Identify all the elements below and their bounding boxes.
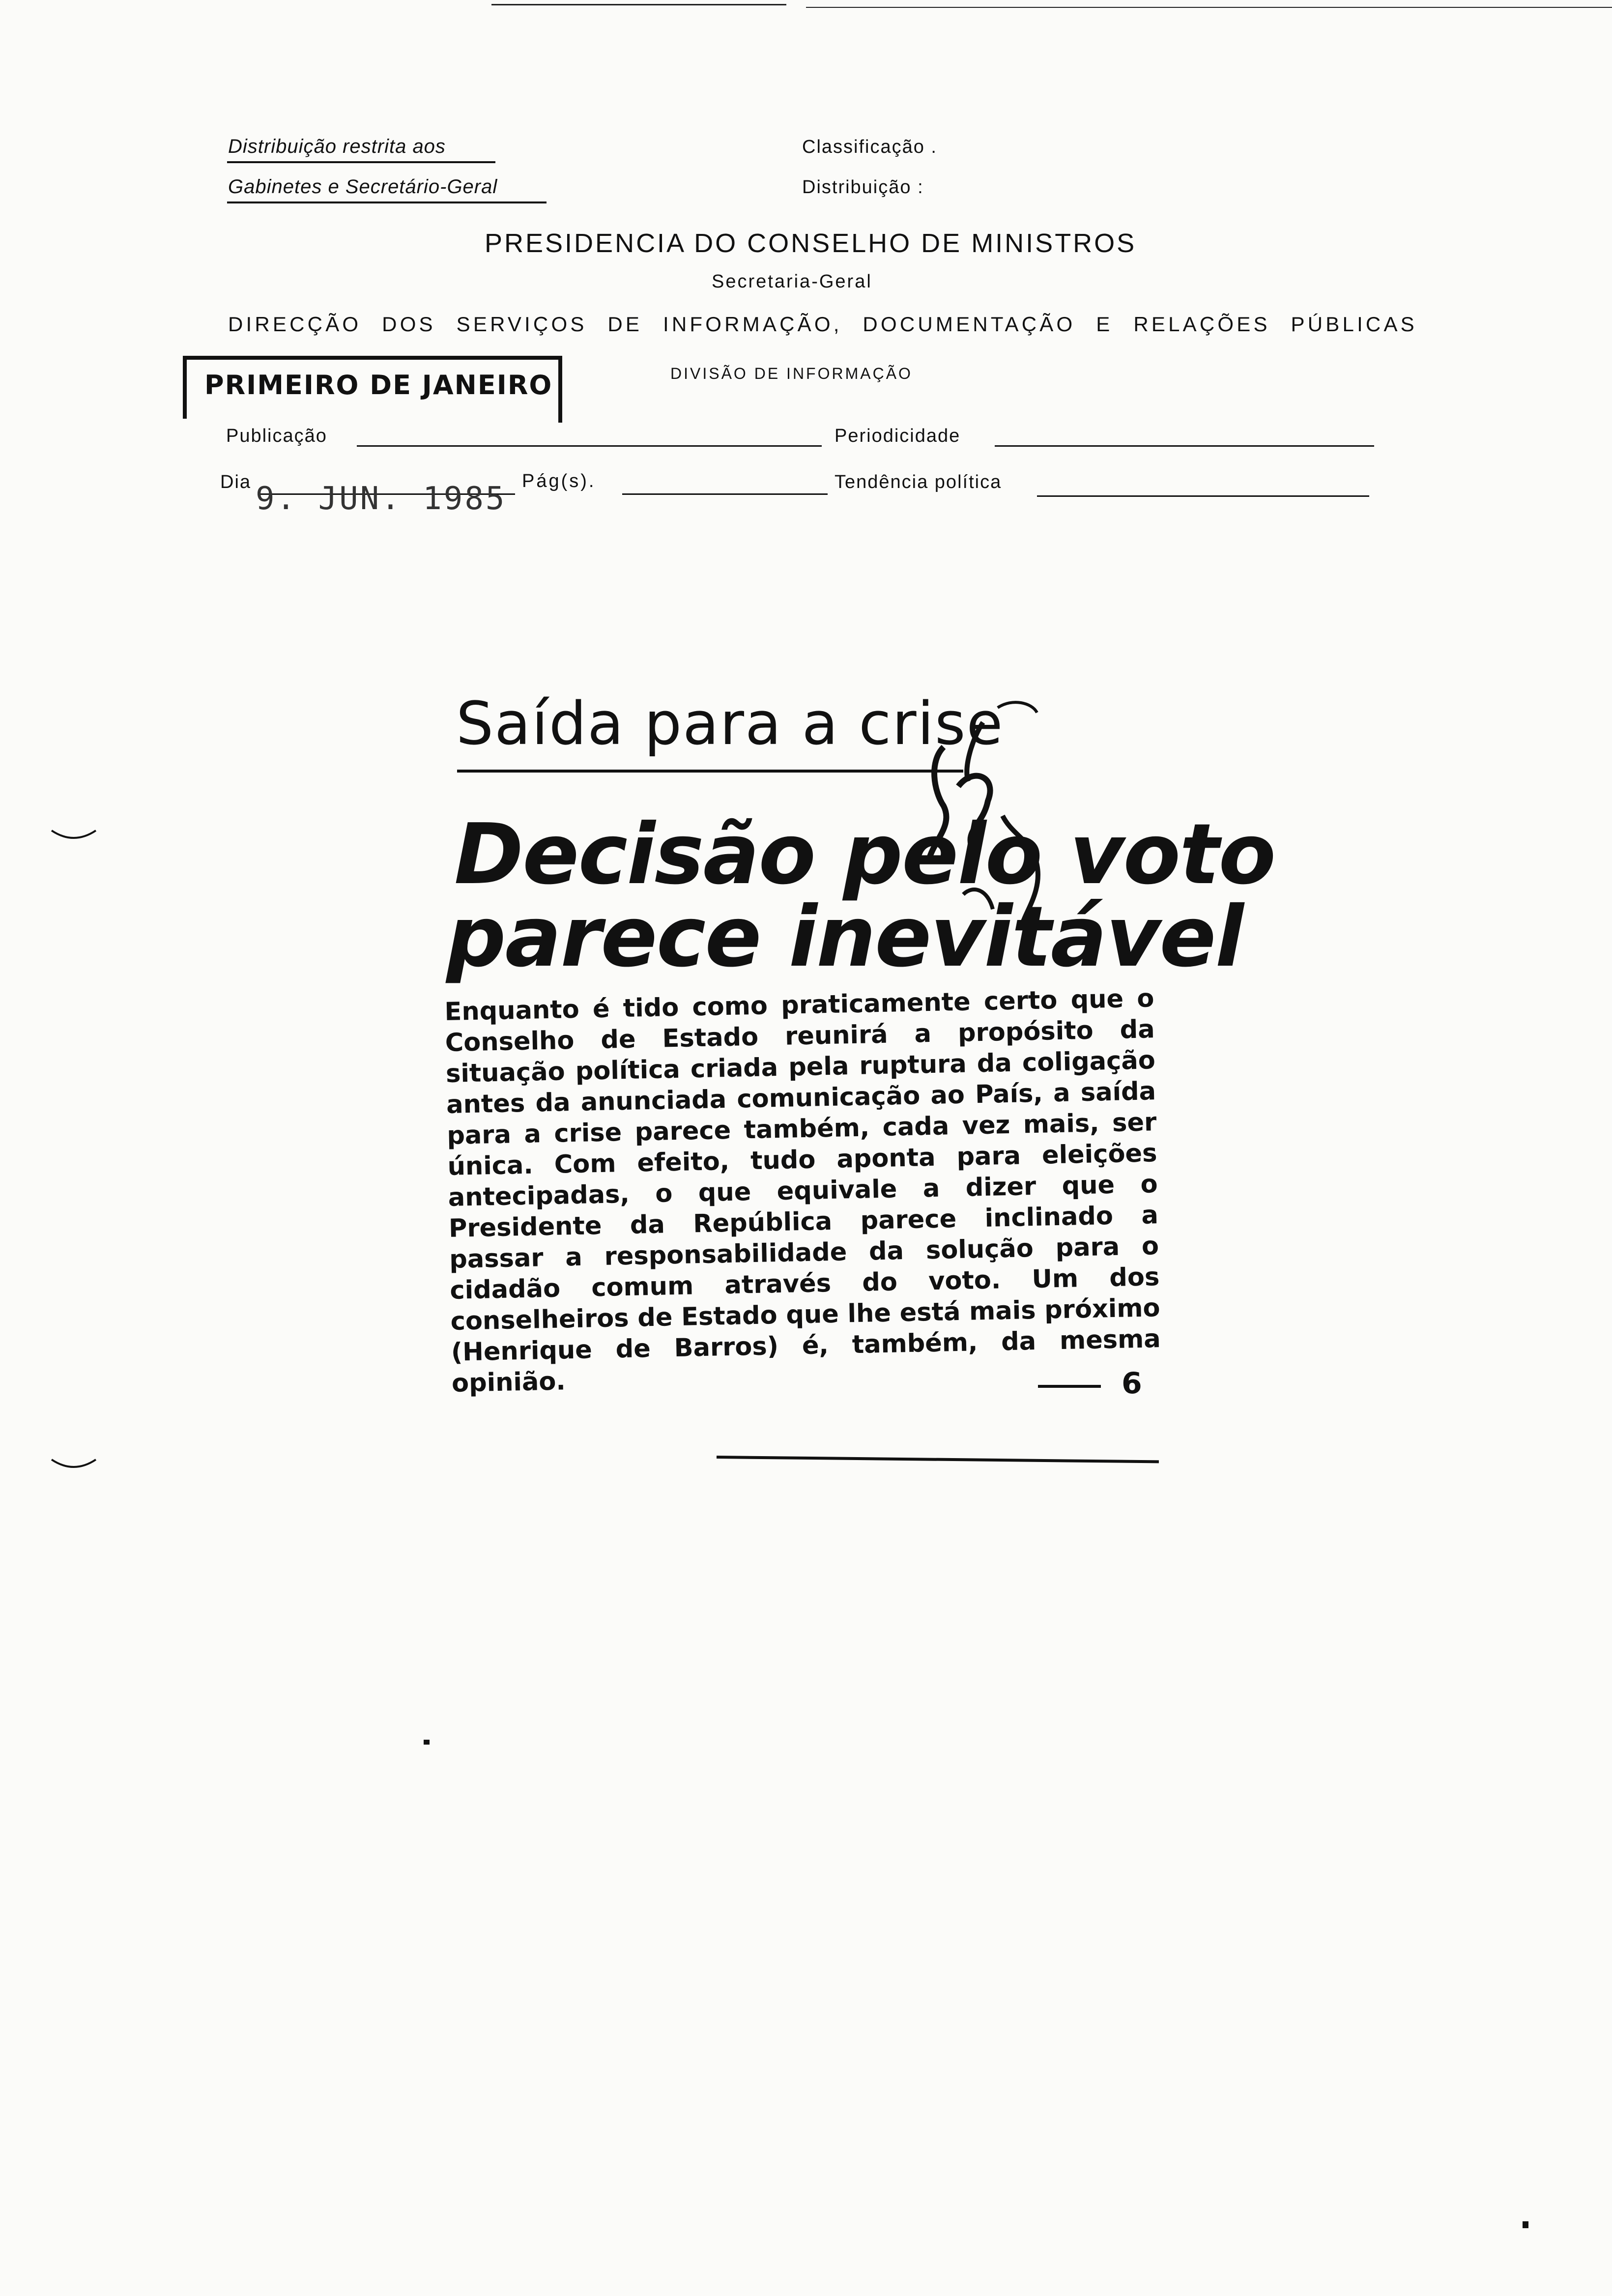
- directorate-line: DIRECÇÃO DOS SERVIÇOS DE INFORMAÇÃO, DOCUMENTAÇÃO E RELAÇÕES PÚBLICAS: [228, 313, 1417, 336]
- date-stamp: 9. JUN. 1985: [256, 481, 507, 517]
- page-reference: 6: [1122, 1366, 1142, 1401]
- scan-edge-line: [806, 7, 1612, 8]
- day-label: Dia: [220, 472, 252, 492]
- pages-field-line: [622, 493, 828, 495]
- article-headline-line-1: Decisão pelo voto: [454, 806, 1275, 903]
- distribution-underline-1: [227, 161, 495, 163]
- scan-dot: [1523, 2221, 1528, 2228]
- publication-label: Publicação: [226, 426, 327, 446]
- distribution-label: Distribuição :: [802, 177, 924, 198]
- stamp-right-rule: [558, 407, 562, 423]
- page-subtitle: Secretaria-Geral: [712, 271, 872, 292]
- clipping-bottom-rule: [717, 1456, 1159, 1463]
- periodicity-label: Periodicidade: [835, 426, 961, 446]
- scan-dot: [424, 1740, 430, 1745]
- article-kicker: Saída para a crise: [456, 690, 1004, 758]
- division-label: DIVISÃO DE INFORMAÇÃO: [670, 365, 913, 382]
- scan-margin-mark: [49, 1455, 98, 1474]
- page-title: PRESIDENCIA DO CONSELHO DE MINISTROS: [485, 229, 1137, 258]
- scan-margin-mark: [49, 826, 98, 845]
- article-headline-line-2: parece inevitável: [446, 889, 1243, 986]
- handwritten-annotation: [914, 678, 1111, 973]
- distribution-line-2: Gabinetes e Secretário-Geral: [228, 176, 498, 198]
- kicker-underline: [457, 770, 963, 773]
- publication-stamp: PRIMEIRO DE JANEIRO: [204, 370, 553, 401]
- periodicity-field-line: [995, 445, 1374, 447]
- publication-field-line: [357, 445, 822, 447]
- tendency-field-line: [1037, 495, 1369, 497]
- article-body: Enquanto é tido como praticamente certo que o Conselho de Estado reunirá a propósito da situação política criada pela ruptura da coligação antes da anunciada comunicação ao País, a saída para a crise parece também, cada vez mais, ser única. Com efeito, tudo aponta para eleições antecipadas, o que equivale a dizer que o Presidente da República parece inclinado a passar a responsabilidade da solução para o cidadão comum através do voto. Um dos conselheiros de Estado que lhe está mais próximo (Henrique de Barros) é, também, da mesma opinião.: [444, 984, 1161, 1398]
- tendency-label: Tendência política: [835, 472, 1002, 492]
- distribution-underline-2: [227, 201, 547, 203]
- scan-edge-line: [491, 4, 786, 5]
- stamp-left-rule: [183, 407, 187, 419]
- page-ref-dash: [1038, 1385, 1101, 1388]
- classification-label: Classificação .: [802, 137, 937, 157]
- pages-label: Pág(s).: [522, 471, 596, 491]
- distribution-line-1: Distribuição restrita aos: [228, 136, 446, 157]
